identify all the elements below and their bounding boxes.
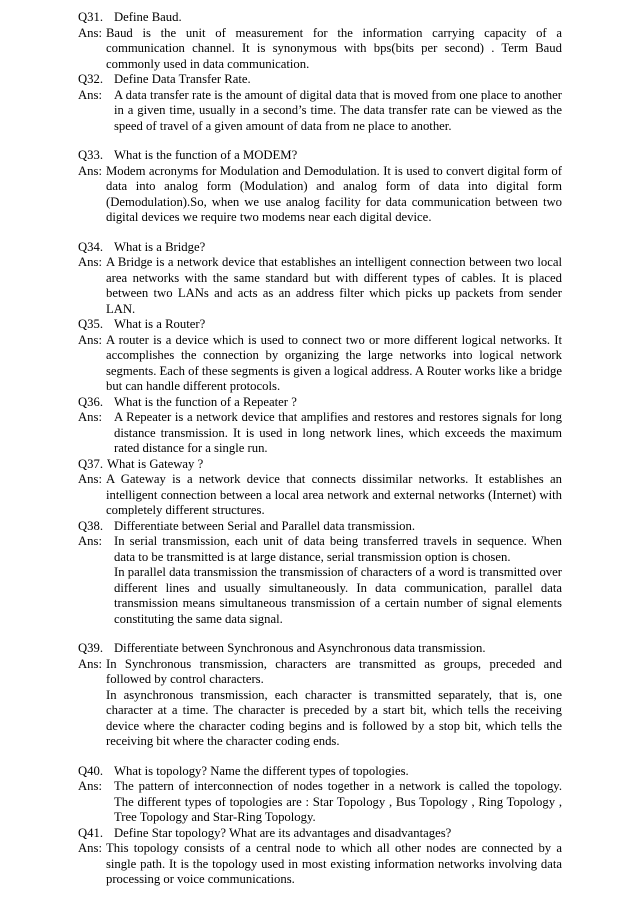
answer [78,88,562,135]
qa-item-q32 [78,72,562,134]
question-text: Define Star topology? What are its advantages and disadvantages? [114,825,452,840]
answer [78,779,562,826]
answer-label: Ans: [78,779,102,793]
qa-item-q37 [78,457,562,519]
answer-paragraph: Modem acronyms for Modulation and Demodulation. It is used to convert digital form of data into analog form (Modulation) and analog form of data into digital form (Demodulation).So, when we use analog facility for data communication between two digital devices we require two modems near each digital device. [105,163,562,224]
question-text: Differentiate between Serial and Parallel data transmission. [114,518,415,533]
answer [78,472,562,519]
question-number: Q32. [78,72,104,86]
answer-paragraph: In serial transmission, each unit of data being transferred travels in sequence. When data to be transmitted is at large distance, serial transmission option is chosen. [114,534,562,564]
question-number: Q40. [78,763,104,778]
answer-label: Ans: [78,656,102,671]
answer [78,410,562,457]
answer-paragraph: The pattern of interconnection of nodes together in a network is called the topology. The different types of topologies are : Star Topology , Bus Topology , Ring Topology , Tree Topology and Star-Ring Topology. [114,779,562,824]
qa-item-q41 [78,826,562,888]
question [78,148,562,164]
question-text: Define Baud. [114,10,182,24]
answer-paragraph: A Bridge is a network device that establishes an intelligent connection between two local area networks with the same standard but with different types of cables. It is placed between two LANs and acts as an address filter which picks up packets from sender LAN. [105,255,562,316]
question [78,317,562,333]
answer-label: Ans: [78,87,102,102]
question-text: What is Gateway ? [107,456,204,471]
answer-paragraph: In parallel data transmission the transmission of characters of a word is transmitted over different lines and usually simultaneously. In data communication, parallel data transmission means simultaneous transmission of a certain number of signal elements constituting the same data signal. [114,565,562,626]
question-text: What is a Bridge? [114,239,206,254]
question [78,395,562,411]
question-number: Q33. [78,148,104,162]
answer-label: Ans: [78,472,102,486]
question-number: Q39. [78,641,104,655]
qa-item-q35 [78,317,562,395]
question-text: What is a Router? [114,317,206,331]
answer-label: Ans: [78,332,102,347]
answer [78,534,562,627]
question-number: Q31. [78,10,104,24]
answer [78,26,562,73]
answer-paragraph: A Repeater is a network device that amplifies and restores and restores signals for long distance transmission. It is used in long network lines, which exceeds the maximum rated distance for a single run. [114,410,562,455]
question-text: What is the function of a Repeater ? [114,394,297,409]
question [78,240,562,256]
answer-paragraph: Baud is the unit of measurement for the information carrying capacity of a communication channel. It is synonymous with bps(bits per second) . Term Baud commonly used in data communication. [105,25,562,71]
answer-paragraph: A router is a device which is used to connect two or more different logical networks. It accomplishes the connection by organizing the large networks into logical network segments. Each of these segments is given a logical address. A Router works like a bridge but can handle different protocols. [105,332,562,393]
question-number: Q38. [78,518,104,533]
qa-item-q36 [78,395,562,457]
question-number: Q41. [78,825,104,840]
question [78,764,562,780]
question [78,10,562,26]
question-number: Q37. [78,456,104,471]
answer [78,657,562,750]
answer-label: Ans: [78,255,102,269]
question-text: Define Data Transfer Rate. [114,72,251,86]
answer [78,255,562,317]
answer-label: Ans: [78,163,102,178]
question [78,519,562,535]
answer-paragraph: This topology consists of a central node to which all other nodes are connected by a single path. It is the topology used in most existing information networks involving data processing or voice communications. [105,841,562,886]
answer [78,164,562,226]
question [78,72,562,88]
answer [78,333,562,395]
answer-label: Ans: [78,534,102,548]
qa-item-q31 [78,10,562,72]
qa-item-q40 [78,764,562,826]
answer-paragraph: A data transfer rate is the amount of digital data that is moved from one place to another in a given time, usually in a second’s time. The data transfer rate can be viewed as the speed of travel of a given amount of data from ne place to another. [114,87,562,133]
qa-item-q38 [78,519,562,628]
qa-item-q34 [78,240,562,318]
answer-label: Ans: [78,841,102,855]
question-text: What is topology? Name the different types of topologies. [114,763,409,778]
question-number: Q35. [78,317,104,331]
answer-paragraph: In Synchronous transmission, characters are transmitted as groups, preceded and followed by control characters. [105,656,562,686]
qa-item-q33 [78,148,562,226]
question-number: Q34. [78,239,104,254]
question-text: What is the function of a MODEM? [114,148,298,162]
answer-label: Ans: [78,25,102,40]
answer [78,841,562,888]
question [78,826,562,842]
question [78,457,562,473]
question [78,641,562,657]
answer-paragraph: A Gateway is a network device that connects dissimilar networks. It establishes an intelligent connection between a local area network and external networks (Internet) with completely different structures. [105,472,562,517]
question-text: Differentiate between Synchronous and Asynchronous data transmission. [114,641,486,655]
answer-paragraph: In asynchronous transmission, each character is transmitted separately, that is, one character at a time. The character is preceded by a start bit, which tells the receiving device where the character coding begins and is followed by a stop bit, which tells the receiving bit where the character coding ends. [105,687,562,748]
question-number: Q36. [78,394,104,409]
qa-item-q39 [78,641,562,750]
answer-label: Ans: [78,410,102,424]
